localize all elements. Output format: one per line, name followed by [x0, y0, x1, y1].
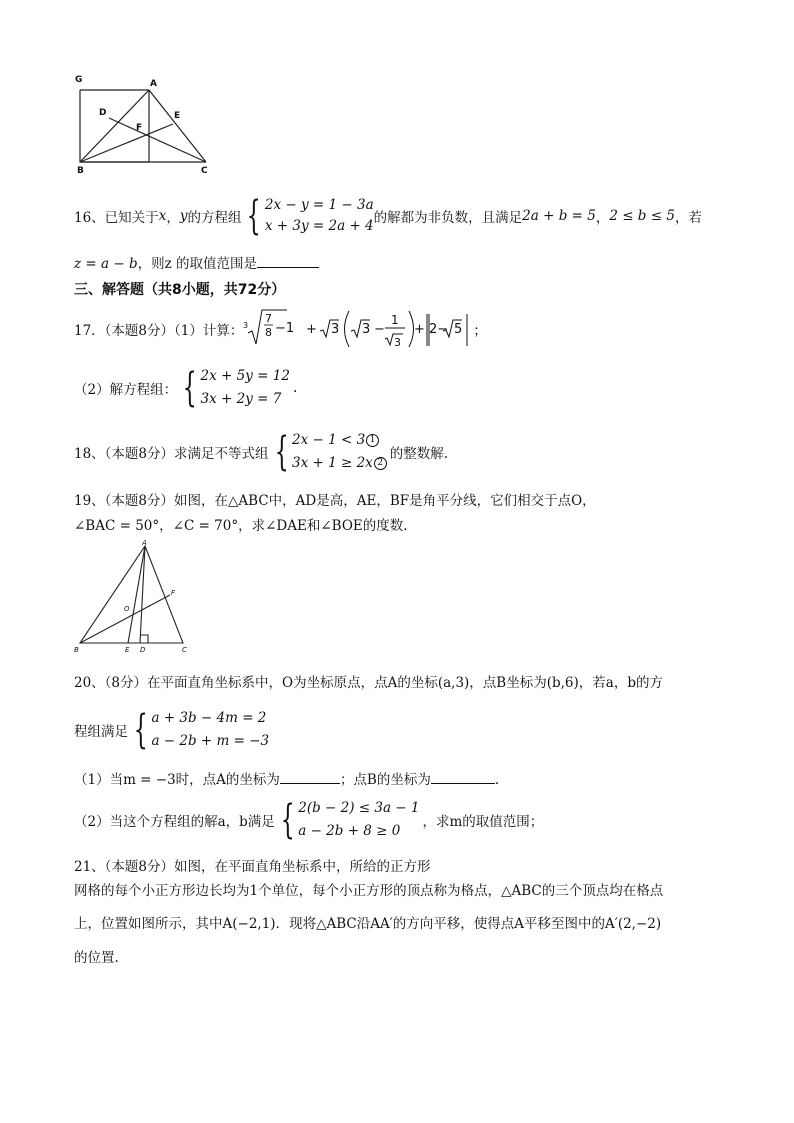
q20-blank-A[interactable] [280, 769, 340, 784]
svg-text:+: + [306, 322, 318, 337]
left-brace: { [247, 193, 262, 239]
q16-eq1: 2x − y = 1 − 3a [264, 197, 374, 213]
svg-text:1: 1 [391, 313, 399, 327]
svg-text:−: − [374, 322, 386, 337]
q18: 18、（本题8分）求满足不等式组 { 2x − 1 < 3 1 3x + 1 ≥ 2x 2 的整数解. [74, 429, 449, 475]
svg-text:2−: 2− [429, 322, 449, 337]
q20-part2: （2）当这个方程组的解a，b满足 { 2(b − 2) ≤ 3a − 1 a − 2b + 8 ≥ 0 ，求m的取值范围； [74, 797, 544, 843]
left-brace: { [274, 429, 289, 475]
tri-label-F: F [171, 589, 176, 597]
left-brace: { [182, 365, 197, 411]
q21-line3: 上，位置如图所示，其中A(−2,1)．现将△ABC沿AA′的方向平移，使得点A平移至图中的A′(2,−2) [74, 916, 662, 932]
tri-label-C: C [182, 646, 187, 654]
tri-label-E: E [125, 646, 130, 654]
label-F: F [136, 123, 143, 133]
triangle-figure [70, 540, 195, 655]
left-brace: { [133, 707, 148, 753]
tri-label-B: B [74, 646, 79, 654]
q20-line1: 20、（8分）在平面直角坐标系中，O为坐标原点，点A的坐标(a,3)，点B坐标为(b,6)，若a，b的方 [74, 675, 663, 691]
svg-text:3: 3 [331, 322, 340, 337]
label-D: D [99, 108, 107, 118]
q20-ineq1: 2(b − 2) ≤ 3a − 1 [298, 800, 420, 816]
label-E: E [174, 111, 181, 121]
circled-1: 1 [366, 434, 379, 447]
svg-text:3: 3 [243, 321, 249, 330]
svg-text:−1: −1 [275, 321, 295, 336]
q17-eq2: 3x + 2y = 7 [200, 391, 282, 407]
label-C: C [201, 166, 208, 176]
q20-eq1: a + 3b − 4m = 2 [151, 710, 267, 726]
q20-eq2: a − 2b + m = −3 [151, 733, 270, 749]
label-A: A [150, 79, 157, 89]
tri-label-O: O [124, 605, 130, 613]
label-B: B [77, 166, 84, 176]
left-brace: { [280, 797, 295, 843]
q21-line2: 网格的每个小正方形边长均为1个单位，每个小正方形的顶点称为格点，△ABC的三个顶点均在格点 [74, 883, 664, 899]
circled-2: 2 [374, 457, 387, 470]
q18-ineq1: 2x − 1 < 3 [291, 432, 366, 448]
q21-line1: 21、（本题8分）如图，在平面直角坐标系中，所给的正方形 [74, 859, 431, 875]
label-G: G [75, 75, 83, 85]
q17-abs-expression [415, 306, 473, 352]
q17-eq1: 2x + 5y = 12 [200, 368, 290, 384]
q16-line1: 16、已知关于 x ， y 的方程组 { 2x − y = 1 − 3a x + 3y = 2a + 4 的解都为非负数，且满足 2a + b = 5 ， 2 ≤ b ≤ 5 ，若 [74, 193, 702, 239]
section-3-title: 三、解答题（共8小题，共72分） [74, 282, 286, 298]
top-geometry-figure [70, 72, 220, 177]
tri-label-A: A [142, 540, 147, 547]
q16-eq2: x + 3y = 2a + 4 [264, 218, 374, 234]
q17-part2: （2）解方程组： { 2x + 5y = 12 3x + 2y = 7 . [74, 365, 298, 411]
q17-part1: 17．（本题8分）（1）计算： 3 7 8 −1 + 3 3 − 1 3 + 2− 5 ； [74, 306, 487, 352]
q19-line1: 19、（本题8分）如图，在△ABC中，AD是高，AE，BF是角平分线，它们相交于点O， [74, 493, 596, 509]
tri-label-D: D [140, 646, 146, 654]
q20-line2: 程组满足 { a + 3b − 4m = 2 a − 2b + m = −3 [74, 707, 270, 753]
svg-text:3: 3 [394, 336, 402, 349]
q20-part1: （1）当m = −3时，点A的坐标为 ；点B的坐标为 . [74, 768, 499, 788]
svg-text:3: 3 [362, 322, 371, 337]
svg-text:8: 8 [265, 326, 273, 339]
q16-answer-blank[interactable] [257, 253, 319, 268]
q21-line4: 的位置. [74, 950, 119, 966]
q20-ineq2: a − 2b + 8 ≥ 0 [298, 823, 401, 839]
q19-line2: ∠BAC = 50°，∠C = 70°，求∠DAE和∠BOE的度数. [74, 518, 408, 534]
q18-ineq2: 3x + 1 ≥ 2x [291, 455, 373, 471]
svg-text:7: 7 [265, 312, 273, 325]
q20-blank-B[interactable] [431, 769, 495, 784]
svg-text:5: 5 [454, 322, 463, 337]
svg-text:+: + [414, 322, 426, 337]
q16-line2: z = a − b，则z 的取值范围是 [74, 252, 319, 272]
